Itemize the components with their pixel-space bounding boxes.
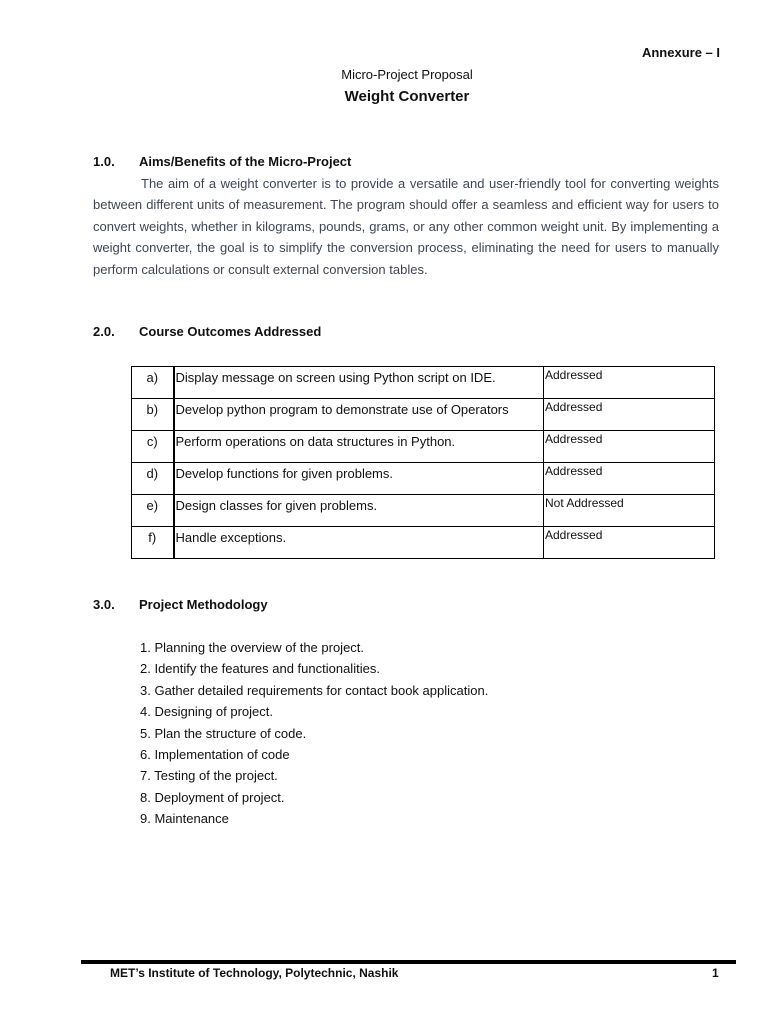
outcome-status: Addressed [544,463,715,495]
course-outcomes-table [131,366,715,559]
section-1-title: Aims/Benefits of the Micro-Project [139,154,352,169]
section-3-number: 3.0. [93,597,115,612]
page-number: 1 [712,966,719,980]
methodology-list [140,639,488,832]
list-item: 8. Deployment of project. [140,789,285,805]
annexure-label: Annexure – I [641,45,720,60]
outcome-status: Addressed [544,527,715,559]
list-item: 5. Plan the structure of code. [140,725,307,741]
outcome-label: a) [132,367,174,399]
table-row [132,495,715,527]
outcome-status: Addressed [544,431,715,463]
table-row [132,431,715,463]
outcome-text: Develop functions for given problems. [174,463,544,495]
section-3-title: Project Methodology [139,597,268,612]
outcome-text: Perform operations on data structures in Python. [174,431,544,463]
list-item: 4. Designing of project. [140,704,273,720]
list-item: 7. Testing of the project. [140,768,278,784]
section-1-number: 1.0. [93,154,115,169]
outcome-label: c) [132,431,174,463]
proposal-heading: Micro-Project Proposal [341,67,473,82]
list-item: 2. Identify the features and functionalities. [140,661,380,677]
section-2-number: 2.0. [93,324,115,339]
list-item: 1. Planning the overview of the project. [140,640,365,655]
outcome-text: Display message on screen using Python script on IDE. [174,367,544,399]
footer-institute: MET’s Institute of Technology, Polytechnic, Nashik [110,966,399,980]
outcome-label: d) [132,463,174,495]
outcome-status: Not Addressed [544,495,715,527]
list-item: 3. Gather detailed requirements for contact book application. [140,682,489,698]
outcome-text: Develop python program to demonstrate use of Operators [174,399,544,431]
aims-paragraph [93,173,719,280]
outcome-text: Handle exceptions. [174,527,544,559]
table-row [132,399,715,431]
document-title: Weight Converter [344,88,470,105]
list-item: 6. Implementation of code [140,746,290,762]
outcome-status: Addressed [544,367,715,399]
table-row [132,367,715,399]
footer-divider [81,960,736,964]
list-item: 9. Maintenance [140,811,229,827]
table-row [132,527,715,559]
outcome-text: Design classes for given problems. [174,495,544,527]
aims-text: The aim of a weight converter is to provide a versatile and user-friendly tool for converting weights between different units of measurement. The program should offer a seamless and efficient way for users to convert weights, whether in kilograms, pounds, grams, or any other common weight unit. By implementing a weight converter, the goal is to simplify the conversion process, eliminating the need for users to manually perform calculations or consult external conversion tables. [93,176,719,277]
section-2-title: Course Outcomes Addressed [139,324,322,339]
outcome-label: f) [132,527,174,559]
outcome-status: Addressed [544,399,715,431]
outcome-label: b) [132,399,174,431]
table-row [132,463,715,495]
outcome-label: e) [132,495,174,527]
